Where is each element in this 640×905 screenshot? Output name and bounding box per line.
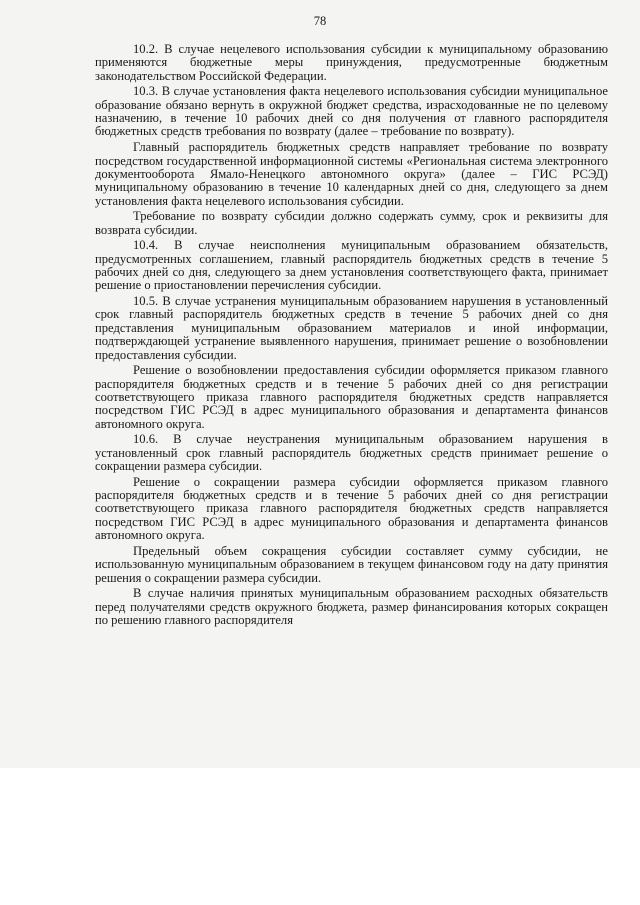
paragraph-reduction-limit: Предельный объем сокращения субсидии составляет сумму субсидии, не использованную муниципальным образованием в текущем финансовом году на дату принятия решения о сокращении размера субсидии. [95,543,608,585]
paragraph-return-request-sending: Главный распорядитель бюджетных средств направляет требование по возврату посредством государственной информационной системы «Региональная система электронного документооборота Ямало-Ненецкого автономного округа» (далее – ГИС РСЭД) муниципальному образованию в течение 10 календарных дней со дня, следующего за днем установления факта нецелевого использования субсидии. [95,140,608,208]
paragraph-10-3: 10.3. В случае установления факта нецелевого использования субсидии муниципальное образование обязано вернуть в окружной бюджет средства, израсходованные не по целевому назначению, в течение 10 рабочих дней со дня получения от главного распорядителя бюджетных средств требования по возврату (далее – требование по возврату). [95,84,608,139]
document-body [95,43,608,627]
paragraph-resumption-decision: Решение о возобновлении предоставления субсидии оформляется приказом главного распорядителя бюджетных средств и в течение 5 рабочих дней со дня регистрации соответствующего приказа главного распорядителя бюджетных средств направляется посредством ГИС РСЭД в адрес муниципального образования и департамента финансов автономного округа. [95,363,608,431]
page-number: 78 [313,14,327,28]
paragraph-return-request-content: Требование по возврату субсидии должно содержать сумму, срок и реквизиты для возврата субсидии. [95,209,608,237]
paragraph-10-4: 10.4. В случае неисполнения муниципальным образованием обязательств, предусмотренных соглашением, главный распорядитель бюджетных средств в течение 5 рабочих дней со дня, следующего за днем установления соответствующего факта, принимает решение о приостановлении перечисления субсидии. [95,238,608,293]
paragraph-reduction-decision: Решение о сокращении размера субсидии оформляется приказом главного распорядителя бюджетных средств и в течение 5 рабочих дней со дня регистрации соответствующего приказа главного распорядителя бюджетных средств направляется посредством ГИС РСЭД в адрес муниципального образования и департамента финансов автономного округа. [95,474,608,543]
paragraph-10-5: 10.5. В случае устранения муниципальным образованием нарушения в установленный срок главный распорядитель бюджетных средств в течение 5 рабочих дней со дня представления муниципальным образованием материалов и иной информации, подтверждающей устранение выявленного нарушения, принимает решение о возобновлении предоставления субсидии. [95,294,608,362]
blank-bottom-margin [0,768,640,905]
paragraph-10-2: 10.2. В случае нецелевого использования субсидии к муниципальному образованию применяются бюджетные меры принуждения, предусмотренные бюджетным законодательством Российской Федерации. [95,42,608,83]
paragraph-10-6: 10.6. В случае неустранения муниципальным образованием нарушения в установленный срок главный распорядитель бюджетных средств принимает решение о сокращении размера субсидии. [95,432,608,474]
paragraph-obligations: В случае наличия принятых муниципальным образованием расходных обязательств перед получателями средств окружного бюджета, размер финансирования которых сокращен по решению главного распорядителя [95,586,608,627]
